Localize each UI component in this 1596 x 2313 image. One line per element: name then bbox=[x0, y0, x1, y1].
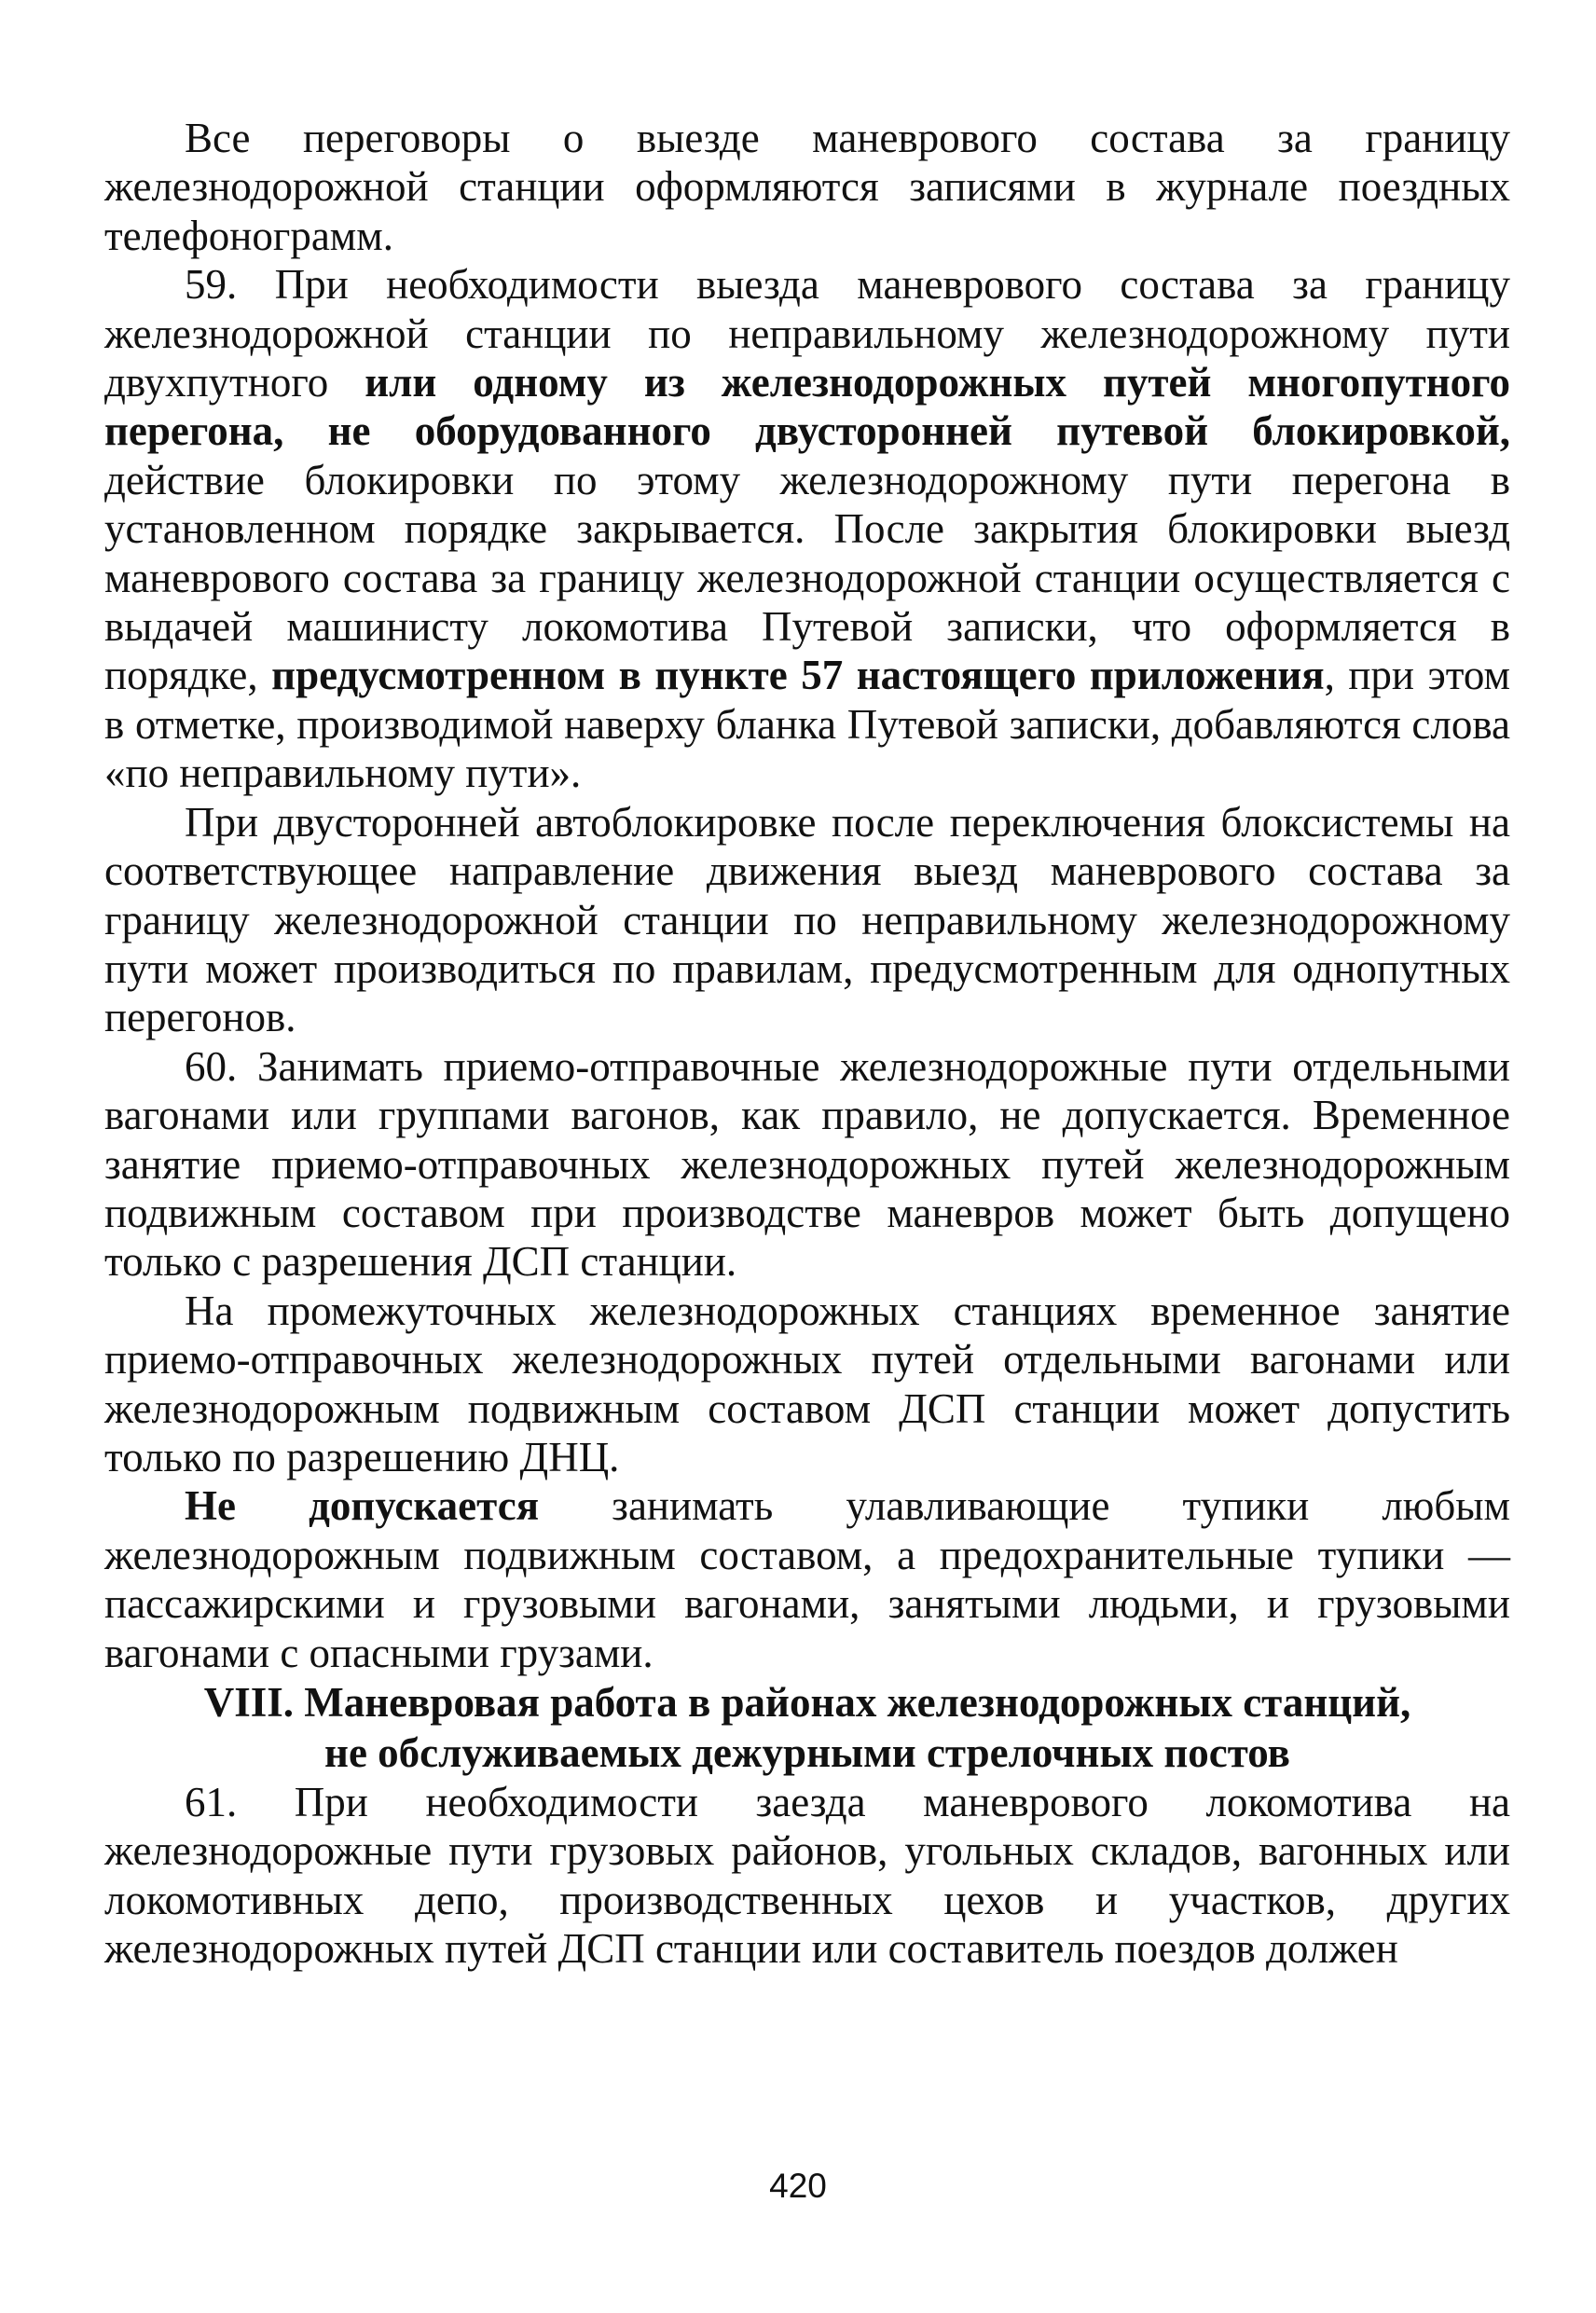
paragraph-intermediate-stations bbox=[104, 1287, 1510, 1482]
text-segment: 60. Занимать приемо-отправочные железнодорожные пути отдельными вагонами или группами вагонов, как правило, не допускается. Временное занятие приемо-отправочных железнодорожных путей железнодорожным подвижным составом при производстве маневров может быть допущено только с разрешения ДСП станции. bbox=[104, 1042, 1510, 1286]
text-segment: На промежуточных железнодорожных станциях временное занятие приемо-отправочных железнодорожных путей отдельными вагонами или железнодорожным подвижным составом ДСП станции может допустить только по разрешению ДНЦ. bbox=[104, 1287, 1510, 1480]
paragraph-two-way-blocking bbox=[104, 798, 1510, 1042]
page-number: 420 bbox=[769, 2167, 827, 2205]
section-heading-line-1: VIII. Маневровая работа в районах железнодорожных станций, bbox=[203, 1679, 1411, 1726]
text-segment: Все переговоры о выезде маневрового состава за границу железнодорожной станции оформляются записями в журнале поездных телефонограмм. bbox=[104, 115, 1510, 259]
paragraph-59 bbox=[104, 260, 1510, 797]
text-segment: 61. При необходимости заезда маневрового локомотива на железнодорожные пути грузовых районов, угольных складов, вагонных или локомотивных депо, производственных цехов и участков, других железнодорожных путей ДСП станции или составитель поездов должен bbox=[104, 1779, 1510, 1973]
paragraph-not-allowed bbox=[104, 1481, 1510, 1677]
section-heading bbox=[104, 1677, 1510, 1778]
text-segment: , при этом в отметке, производимой наверху бланка Путевой записки, добавляются слова «по неправильному пути». bbox=[104, 652, 1510, 797]
section-heading-line-2: не обслуживаемых дежурными стрелочных постов bbox=[324, 1729, 1290, 1776]
paragraph-negotiations bbox=[104, 114, 1510, 260]
text-segment: 59. При необходимости выезда маневрового состава за границу железнодорожной станции по неправильному железнодорожному пути двухпутного bbox=[104, 261, 1510, 406]
bold-text-segment: Не допускается bbox=[185, 1482, 540, 1530]
text-segment: При двусторонней автоблокировке после переключения блоксистемы на соответствующее направление движения выезд маневрового состава за границу железнодорожной станции по неправильному железнодорожному пути может производиться по правилам, предусмотренным для однопутных перегонов. bbox=[104, 798, 1510, 1041]
paragraph-60 bbox=[104, 1042, 1510, 1287]
document-body bbox=[104, 114, 1510, 1974]
text-segment: действие блокировки по этому железнодорожному пути перегона в установленном порядке закрывается. После закрытия блокировки выезд маневрового состава за границу железнодорожной станции осуществляется с выдачей машинисту локомотива Путевой записки, что оформляется в порядке, bbox=[104, 456, 1510, 699]
bold-text-segment: или одному из железнодорожных путей многопутного перегона, не оборудованного двусторонней путевой блокировкой, bbox=[104, 359, 1510, 455]
paragraph-61 bbox=[104, 1778, 1510, 1974]
text-segment: занимать улавливающие тупики любым железнодорожным подвижным составом, а предохранительные тупики — пассажирскими и грузовыми вагонами, занятыми людьми, и грузовыми вагонами с опасными грузами. bbox=[104, 1482, 1510, 1676]
bold-text-segment: предусмотренном в пункте 57 настоящего приложения bbox=[271, 652, 1325, 699]
